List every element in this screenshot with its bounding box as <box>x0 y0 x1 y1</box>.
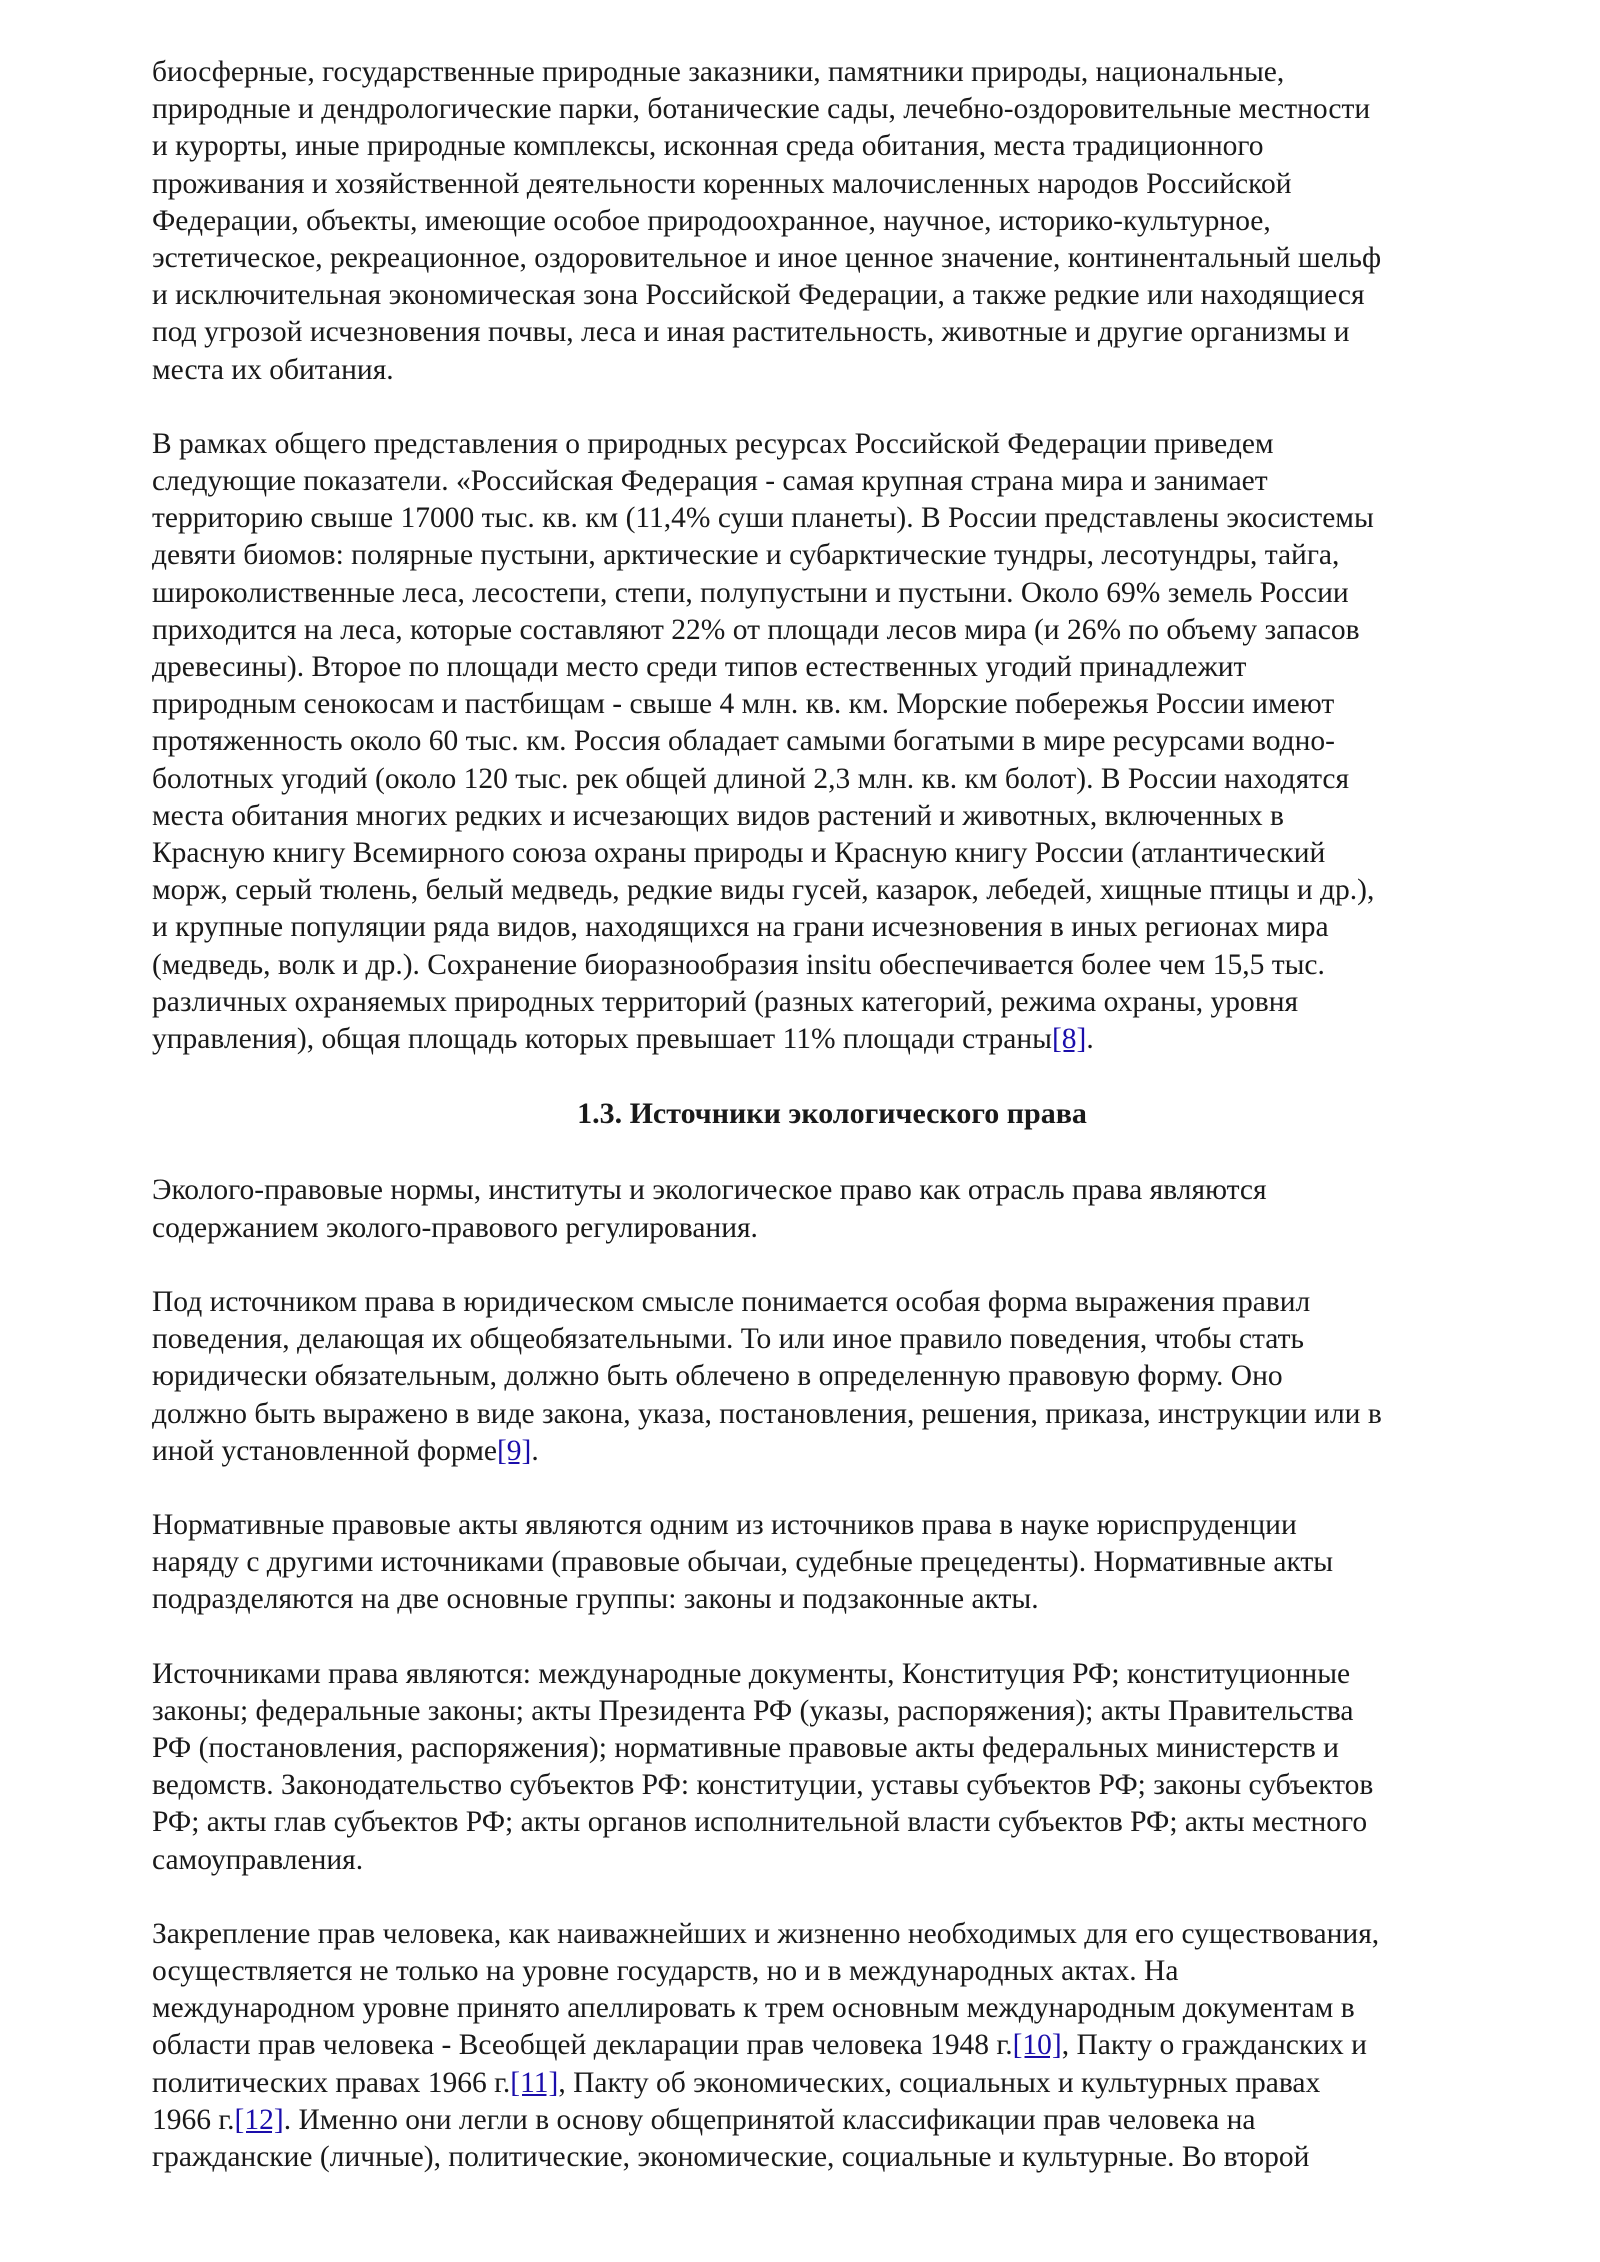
text-line: осуществляется не только на уровне государств, но и в международных актах. На <box>152 1954 1179 1987</box>
text-line: юридически обязательным, должно быть облечено в определенную правовую форму. Оно <box>152 1360 1283 1393</box>
text-line: приходится на леса, которые составляют 22% от площади лесов мира (и 26% по объему запасов <box>152 613 1360 646</box>
document-page <box>152 54 1512 2213</box>
text-line: проживания и хозяйственной деятельности коренных малочисленных народов Российской <box>152 167 1292 200</box>
text-line: законы; федеральные законы; акты Президента РФ (указы, распоряжения); акты Правительства <box>152 1694 1354 1727</box>
text-line: Нормативные правовые акты являются одним из источников права в науке юриспруденции <box>152 1508 1297 1541</box>
text-line: и курорты, иные природные комплексы, исконная среда обитания, места традиционного <box>152 130 1264 163</box>
text-line: природным сенокосам и пастбищам - свыше 4 млн. кв. км. Морские побережья России имеют <box>152 688 1335 721</box>
text-line: и исключительная экономическая зона Российской Федерации, а также редкие или находящиеся <box>152 279 1365 312</box>
footnote-link-11[interactable]: [11] <box>510 2066 559 2099</box>
text-line: морж, серый тюлень, белый медведь, редкие виды гусей, казарок, лебедей, хищные птицы и др.), <box>152 874 1375 907</box>
text-line: Эколого-правовые нормы, институты и экологическое право как отрасль права являются <box>152 1174 1267 1207</box>
text-line: природные и дендрологические парки, ботанические сады, лечебно-оздоровительные местности <box>152 93 1371 126</box>
text-line: Источниками права являются: международные документы, Конституция РФ; конституционные <box>152 1657 1351 1690</box>
text-fragment: . <box>531 1434 539 1467</box>
text-line: и крупные популяции ряда видов, находящихся на грани исчезновения в иных регионах мира <box>152 911 1329 944</box>
text-fragment: . <box>1086 1023 1094 1056</box>
text-line: гражданские (личные), политические, экономические, социальные и культурные. Во второй <box>152 2140 1310 2173</box>
paragraph-norms <box>152 1172 1512 1246</box>
text-line: протяженность около 60 тыс. км. Россия обладает самыми богатыми в мире ресурсами водно- <box>152 725 1336 758</box>
text-line: девяти биомов: полярные пустыни, арктические и субарктические тундры, лесотундры, тайга, <box>152 539 1340 572</box>
text-line <box>152 1021 1512 1058</box>
paragraph-natural-resources <box>152 426 1512 1058</box>
text-line: В рамках общего представления о природных ресурсах Российской Федерации приведем <box>152 427 1274 460</box>
paragraph-sources-list <box>152 1656 1512 1879</box>
text-fragment: , Пакту о гражданских и <box>1061 2029 1367 2062</box>
text-line: Закрепление прав человека, как наиважнейших и жизненно необходимых для его существования, <box>152 1917 1380 1950</box>
text-line: территорию свыше 17000 тыс. кв. км (11,4% суши планеты). В России представлены экосистемы <box>152 502 1374 535</box>
footnote-link-9[interactable]: [9] <box>496 1434 532 1467</box>
text-fragment: иной установленной форме <box>152 1434 497 1467</box>
text-fragment: управления), общая площадь которых превышает 11% площади страны <box>152 1023 1052 1056</box>
text-line: поведения, делающая их общеобязательными. То или иное правило поведения, чтобы стать <box>152 1323 1304 1356</box>
text-line: РФ; акты глав субъектов РФ; акты органов исполнительной власти субъектов РФ; акты местного <box>152 1806 1368 1839</box>
text-line: РФ (постановления, распоряжения); нормативные правовые акты федеральных министерств и <box>152 1731 1339 1764</box>
text-fragment: , Пакту об экономических, социальных и культурных правах <box>558 2066 1321 2099</box>
text-line: самоуправления. <box>152 1843 364 1876</box>
text-line: (медведь, волк и др.). Сохранение биоразнообразия insitu обеспечивается более чем 15,5 тыс. <box>152 948 1325 981</box>
paragraph-source-of-law <box>152 1284 1512 1470</box>
text-fragment: области прав человека - Всеобщей декларации прав человека 1948 г. <box>152 2029 1013 2062</box>
text-line: болотных угодий (около 120 тыс. рек общей длиной 2,3 млн. кв. км болот). В России находятся <box>152 762 1350 795</box>
text-line <box>152 1433 1512 1470</box>
text-line: подразделяются на две основные группы: законы и подзаконные акты. <box>152 1583 1039 1616</box>
text-fragment: 1966 г. <box>152 2103 235 2136</box>
text-line <box>152 2065 1512 2102</box>
text-line <box>152 2102 1512 2139</box>
footnote-link-8[interactable]: [8] <box>1051 1023 1087 1056</box>
text-line: под угрозой исчезновения почвы, леса и иная растительность, животные и другие организмы и <box>152 316 1350 349</box>
text-line: наряду с другими источниками (правовые обычаи, судебные прецеденты). Нормативные акты <box>152 1546 1334 1579</box>
text-fragment: . Именно они легли в основу общепринятой классификации прав человека на <box>283 2103 1256 2136</box>
text-line: древесины). Второе по площади место среди типов естественных угодий принадлежит <box>152 651 1247 684</box>
text-line: места обитания многих редких и исчезающих видов растений и животных, включенных в <box>152 799 1284 832</box>
text-line: широколиственные леса, лесостепи, степи, полупустыни и пустыни. Около 69% земель России <box>152 576 1349 609</box>
text-line: Под источником права в юридическом смысле понимается особая форма выражения правил <box>152 1285 1311 1318</box>
text-line: содержанием эколого-правового регулирования. <box>152 1211 758 1244</box>
paragraph-protected-objects <box>152 54 1512 389</box>
text-line: различных охраняемых природных территорий (разных категорий, режима охраны, уровня <box>152 985 1299 1018</box>
paragraph-normative-acts <box>152 1507 1512 1619</box>
section-heading: 1.3. Источники экологического права <box>577 1097 1087 1131</box>
footnote-link-10[interactable]: [10] <box>1012 2029 1062 2062</box>
text-line: места их обитания. <box>152 353 394 386</box>
text-line: эстетическое, рекреационное, оздоровительное и иное ценное значение, континентальный шельф <box>152 242 1382 275</box>
text-line: следующие показатели. «Российская Федерация - самая крупная страна мира и занимает <box>152 465 1268 498</box>
text-line <box>152 2027 1512 2064</box>
footnote-link-12[interactable]: [12] <box>234 2103 284 2136</box>
text-line: международном уровне принято апеллировать к трем основным международным документам в <box>152 1992 1355 2025</box>
text-line: биосферные, государственные природные заказники, памятники природы, национальные, <box>152 56 1285 88</box>
text-fragment: политических правах 1966 г. <box>152 2066 511 2099</box>
text-line: Федерации, объекты, имеющие особое природоохранное, научное, историко-культурное, <box>152 204 1271 237</box>
text-line: Красную книгу Всемирного союза охраны природы и Красную книгу России (атлантический <box>152 837 1326 870</box>
text-line: должно быть выражено в виде закона, указа, постановления, решения, приказа, инструкции или в <box>152 1397 1382 1430</box>
paragraph-human-rights <box>152 1916 1512 2176</box>
text-line: ведомств. Законодательство субъектов РФ: конституции, уставы субъектов РФ; законы субъектов <box>152 1769 1374 1802</box>
